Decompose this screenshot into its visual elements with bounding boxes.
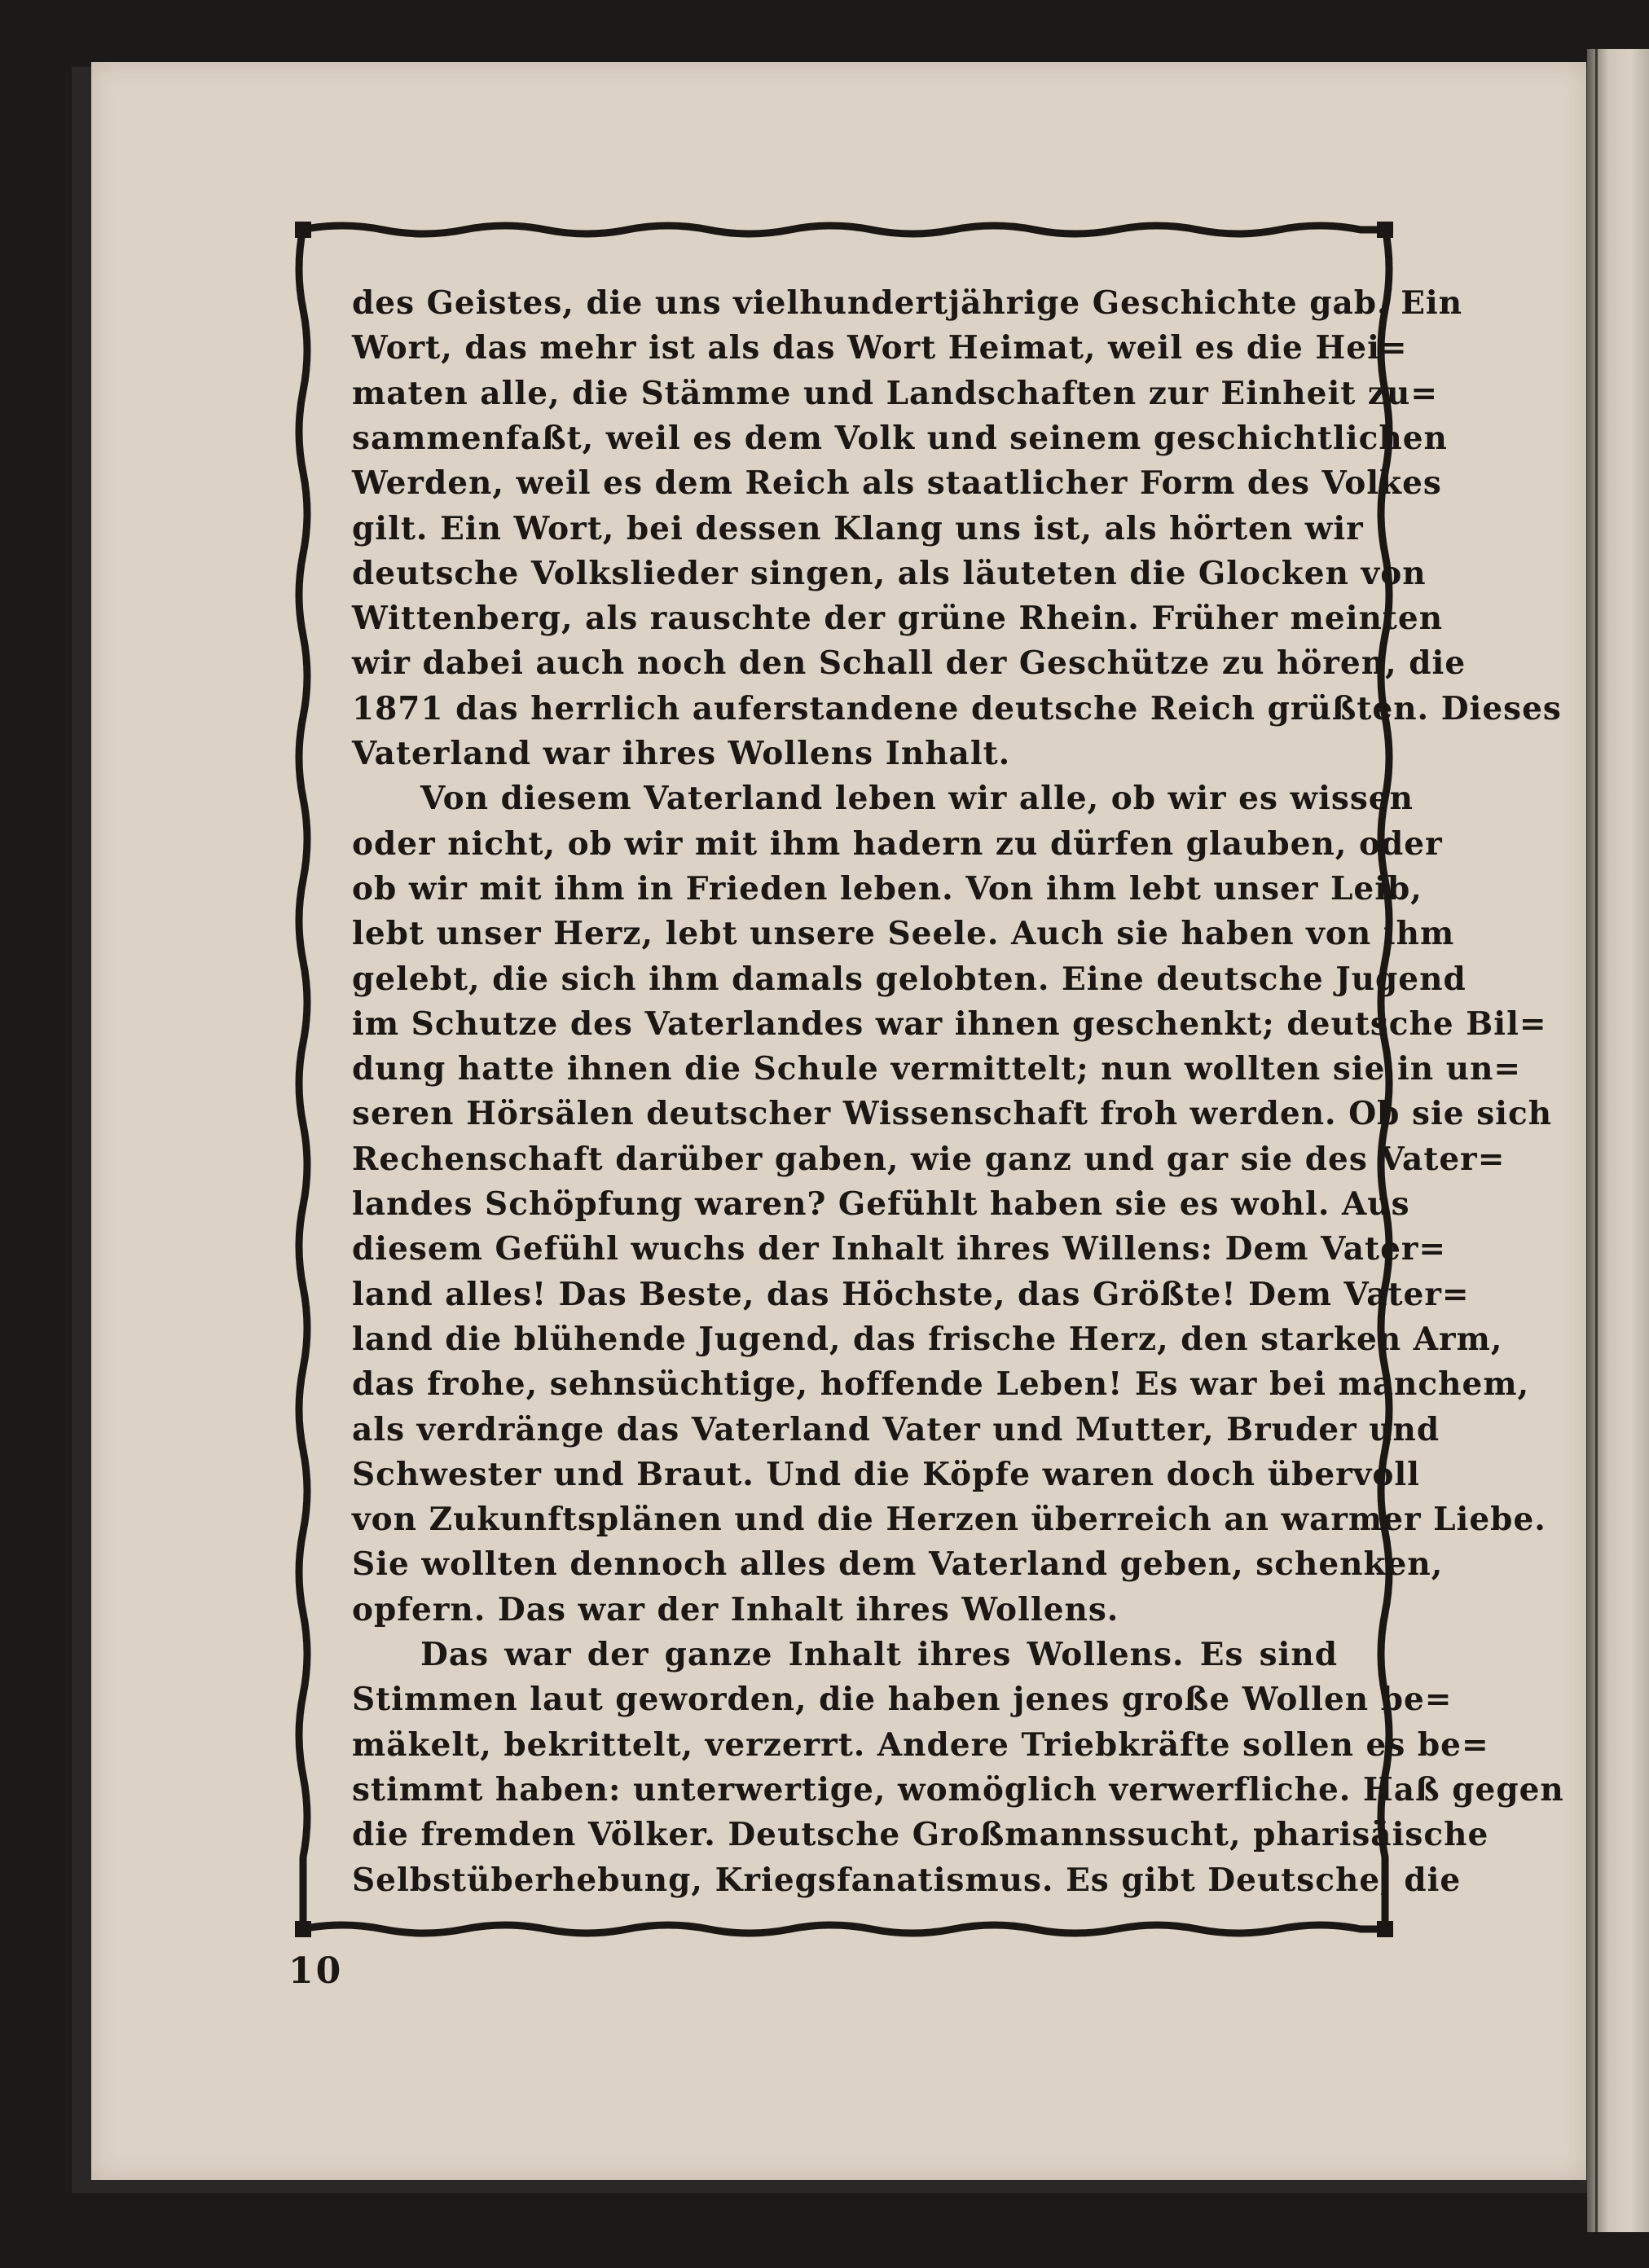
text-line: des Geistes, die uns vielhundertjährige Geschichte gab. Ein — [352, 284, 1463, 322]
text-line: wir dabei auch noch den Schall der Geschütze zu hören, die — [352, 644, 1467, 683]
text-line: stimmt haben: unterwertige, womöglich verwerfliche. Haß gegen — [352, 1770, 1564, 1809]
book-gutter — [1595, 49, 1598, 2232]
text-line: Das war der ganze Inhalt ihres Wollens. Es sind — [420, 1636, 1338, 1673]
text-line: ob wir mit ihm in Frieden leben. Von ihm lebt unser Leib, — [352, 869, 1423, 908]
text-line: Werden, weil es dem Reich als staatlicher Form des Volkes — [352, 464, 1442, 503]
text-line: diesem Gefühl wuchs der Inhalt ihres Willens: Dem Vater= — [352, 1230, 1447, 1268]
text-line: 1871 das herrlich auferstandene deutsche Reich grüßten. Dieses — [352, 689, 1562, 727]
text-line: land alles! Das Beste, das Höchste, das Größte! Dem Vater= — [352, 1275, 1470, 1313]
border-bottom — [301, 1925, 1387, 1933]
corner-bottom-right — [1377, 1921, 1393, 1937]
text-line: land die blühende Jugend, das frische Herz, den starken Arm, — [352, 1320, 1503, 1358]
text-line: Vaterland war ihres Wollens Inhalt. — [352, 735, 1011, 772]
text-line: Rechenschaft darüber gaben, wie ganz und gar sie des Vater= — [352, 1140, 1506, 1178]
text-line: oder nicht, ob wir mit ihm hadern zu dürfen glauben, oder — [352, 824, 1443, 863]
text-line: gilt. Ein Wort, bei dessen Klang uns ist, als hörten wir — [352, 509, 1364, 547]
border-top — [301, 226, 1387, 234]
text-line: Sie wollten dennoch alles dem Vaterland geben, schenken, — [352, 1545, 1444, 1584]
text-line: seren Hörsälen deutscher Wissenschaft froh werden. Ob sie sich — [352, 1095, 1553, 1133]
text-line: deutsche Volkslieder singen, als läuteten die Glocken von — [352, 554, 1427, 592]
text-line: gelebt, die sich ihm damals gelobten. Eine deutsche Jugend — [352, 960, 1467, 998]
text-line: im Schutze des Vaterlandes war ihnen geschenkt; deutsche Bil= — [352, 1004, 1547, 1043]
text-line: maten alle, die Stämme und Landschaften zur Einheit zu= — [352, 374, 1439, 412]
text-line: das frohe, sehnsüchtige, hoffende Leben! Es war bei manchem, — [352, 1365, 1530, 1404]
text-line: Stimmen laut geworden, die haben jenes große Wollen be= — [352, 1681, 1453, 1719]
body-text — [352, 280, 1564, 1901]
corner-top-right — [1377, 222, 1393, 238]
text-line: als verdränge das Vaterland Vater und Mutter, Bruder und — [352, 1410, 1440, 1448]
text-line: mäkelt, bekrittelt, verzerrt. Andere Triebkräfte sollen es be= — [352, 1725, 1489, 1764]
text-line: lebt unser Herz, lebt unsere Seele. Auch sie haben von ihm — [352, 915, 1455, 953]
text-line: dung hatte ihnen die Schule vermittelt; nun wollten sie in un= — [352, 1050, 1522, 1088]
text-line: von Zukunftsplänen und die Herzen überreich an warmer Liebe. — [352, 1501, 1546, 1539]
text-line: die fremden Völker. Deutsche Großmannssucht, pharisäische — [352, 1816, 1489, 1854]
text-line: Von diesem Vaterland leben wir alle, ob wir es wissen — [420, 780, 1414, 818]
page-number: 10 — [288, 1950, 344, 1992]
border-left — [299, 228, 307, 1931]
text-line: Wort, das mehr ist als das Wort Heimat, weil es die Hei= — [352, 329, 1408, 367]
text-line: Selbstüberhebung, Kriegsfanatismus. Es gibt Deutsche, die — [352, 1861, 1462, 1899]
text-line: sammenfaßt, weil es dem Volk und seinem geschichtlichen — [352, 419, 1448, 457]
corner-bottom-left — [295, 1921, 311, 1937]
text-line: landes Schöpfung waren? Gefühlt haben sie es wohl. Aus — [352, 1185, 1410, 1223]
text-line: Wittenberg, als rauschte der grüne Rhein. Früher meinten — [352, 600, 1444, 638]
text-line: opfern. Das war der Inhalt ihres Wollens. — [352, 1590, 1119, 1628]
text-line: Schwester und Braut. Und die Köpfe waren doch übervoll — [352, 1455, 1420, 1493]
corner-top-left — [295, 222, 311, 238]
